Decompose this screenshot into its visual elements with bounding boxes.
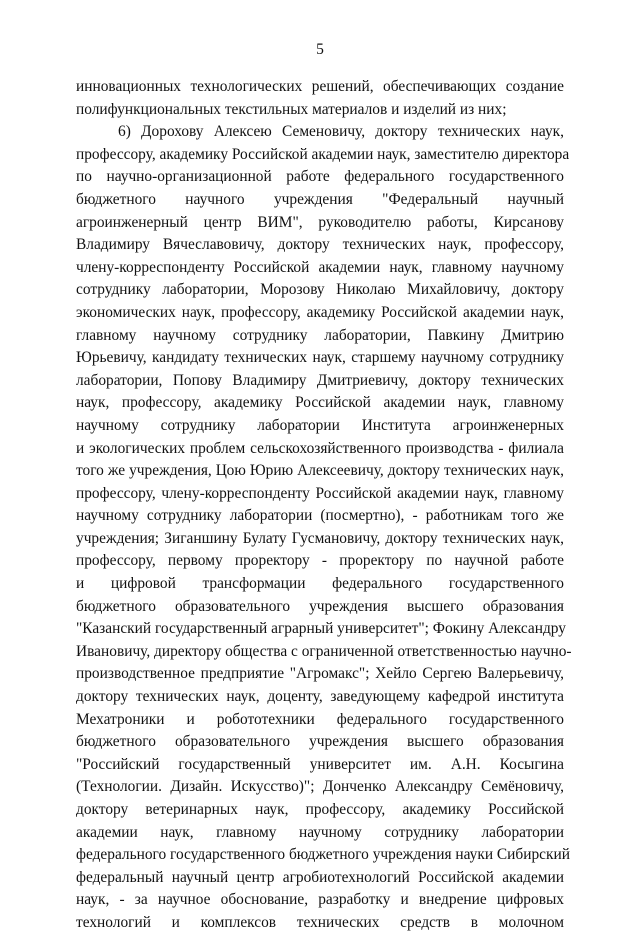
text-line: и экологических проблем сельскохозяйственного производства - филиала: [76, 439, 564, 457]
text-line: того же учреждения, Цою Юрию Алексеевичу, доктору технических наук,: [76, 462, 564, 480]
text-line: технологий и комплексов технических средств в молочном: [76, 913, 564, 931]
text-line: лаборатории, Попову Владимиру Дмитриевичу, доктору технических: [76, 371, 564, 389]
text-line: учреждения; Зиганшину Булату Гусмановичу, доктору технических наук,: [76, 529, 564, 547]
text-line: наук, - за научное обоснование, разработку и внедрение цифровых: [76, 891, 564, 909]
text-line: бюджетного образовательного учреждения высшего образования: [76, 597, 564, 615]
text-line: и цифровой трансформации федерального государственного: [76, 575, 564, 593]
paragraph-start-line: 6) Дорохову Алексею Семеновичу, доктору технических наук,: [118, 123, 564, 141]
text-line: по научно-организационной работе федерального государственного: [76, 168, 564, 186]
text-line: доктору технических наук, доценту, заведующему кафедрой института: [76, 688, 564, 706]
text-line: Владимиру Вячеславовичу, доктору технических наук, профессору,: [76, 236, 564, 254]
text-line: бюджетного образовательного учреждения высшего образования: [76, 733, 564, 751]
text-line: профессору, академику Российской академии наук, заместителю директора: [76, 145, 570, 163]
document-body: [76, 76, 572, 935]
text-line: академии наук, главному научному сотруднику лаборатории: [76, 823, 564, 841]
text-line: бюджетного научного учреждения "Федеральный научный: [76, 190, 564, 208]
text-line: федеральный научный центр агробиотехнологий Российской академии: [76, 868, 564, 886]
text-line: сотруднику лаборатории, Морозову Николаю Михайловичу, доктору: [76, 281, 564, 299]
text-line: Юрьевичу, кандидату технических наук, старшему научному сотруднику: [76, 349, 564, 367]
text-line: члену-корреспонденту Российской академии наук, главному научному: [76, 258, 564, 276]
text-line: полифункциональных текстильных материалов и изделий из них;: [76, 100, 507, 118]
text-line: научному сотруднику лаборатории Института агроинженерных: [76, 416, 564, 434]
text-line: доктору ветеринарных наук, профессору, академику Российской: [76, 801, 564, 818]
text-line: Ивановичу, директору общества с ограниченной ответственностью научно-: [76, 642, 572, 660]
page-number: 5: [316, 41, 324, 58]
text-line: производственное предприятие "Агромакс"; Хейло Сергею Валерьевичу,: [76, 665, 564, 683]
text-line: главному научному сотруднику лаборатории, Павкину Дмитрию: [76, 326, 564, 344]
text-line: профессору, первому проректору - проректору по научной работе: [76, 552, 564, 570]
text-line: наук, профессору, академику Российской академии наук, главному: [76, 394, 564, 412]
text-line: профессору, члену-корреспонденту Российской академии наук, главному: [76, 484, 564, 502]
text-line: научному сотруднику лаборатории (посмертно), - работникам того же: [76, 507, 564, 525]
text-line: агроинженерный центр ВИМ", руководителю работы, Кирсанову: [76, 213, 564, 231]
text-line: "Казанский государственный аграрный университет"; Фокину Александру: [76, 620, 566, 638]
text-line: экономических наук, профессору, академику Российской академии наук,: [76, 303, 564, 321]
text-line: федерального государственного бюджетного учреждения науки Сибирский: [76, 846, 570, 864]
text-line: инновационных технологических решений, обеспечивающих создание: [76, 78, 564, 95]
text-line: (Технологии. Дизайн. Искусство)"; Донченко Александру Семёновичу,: [76, 778, 564, 796]
text-line: Мехатроники и робототехники федерального государственного: [76, 710, 564, 728]
text-line: "Российский государственный университет им. А.Н. Косыгина: [76, 755, 564, 773]
